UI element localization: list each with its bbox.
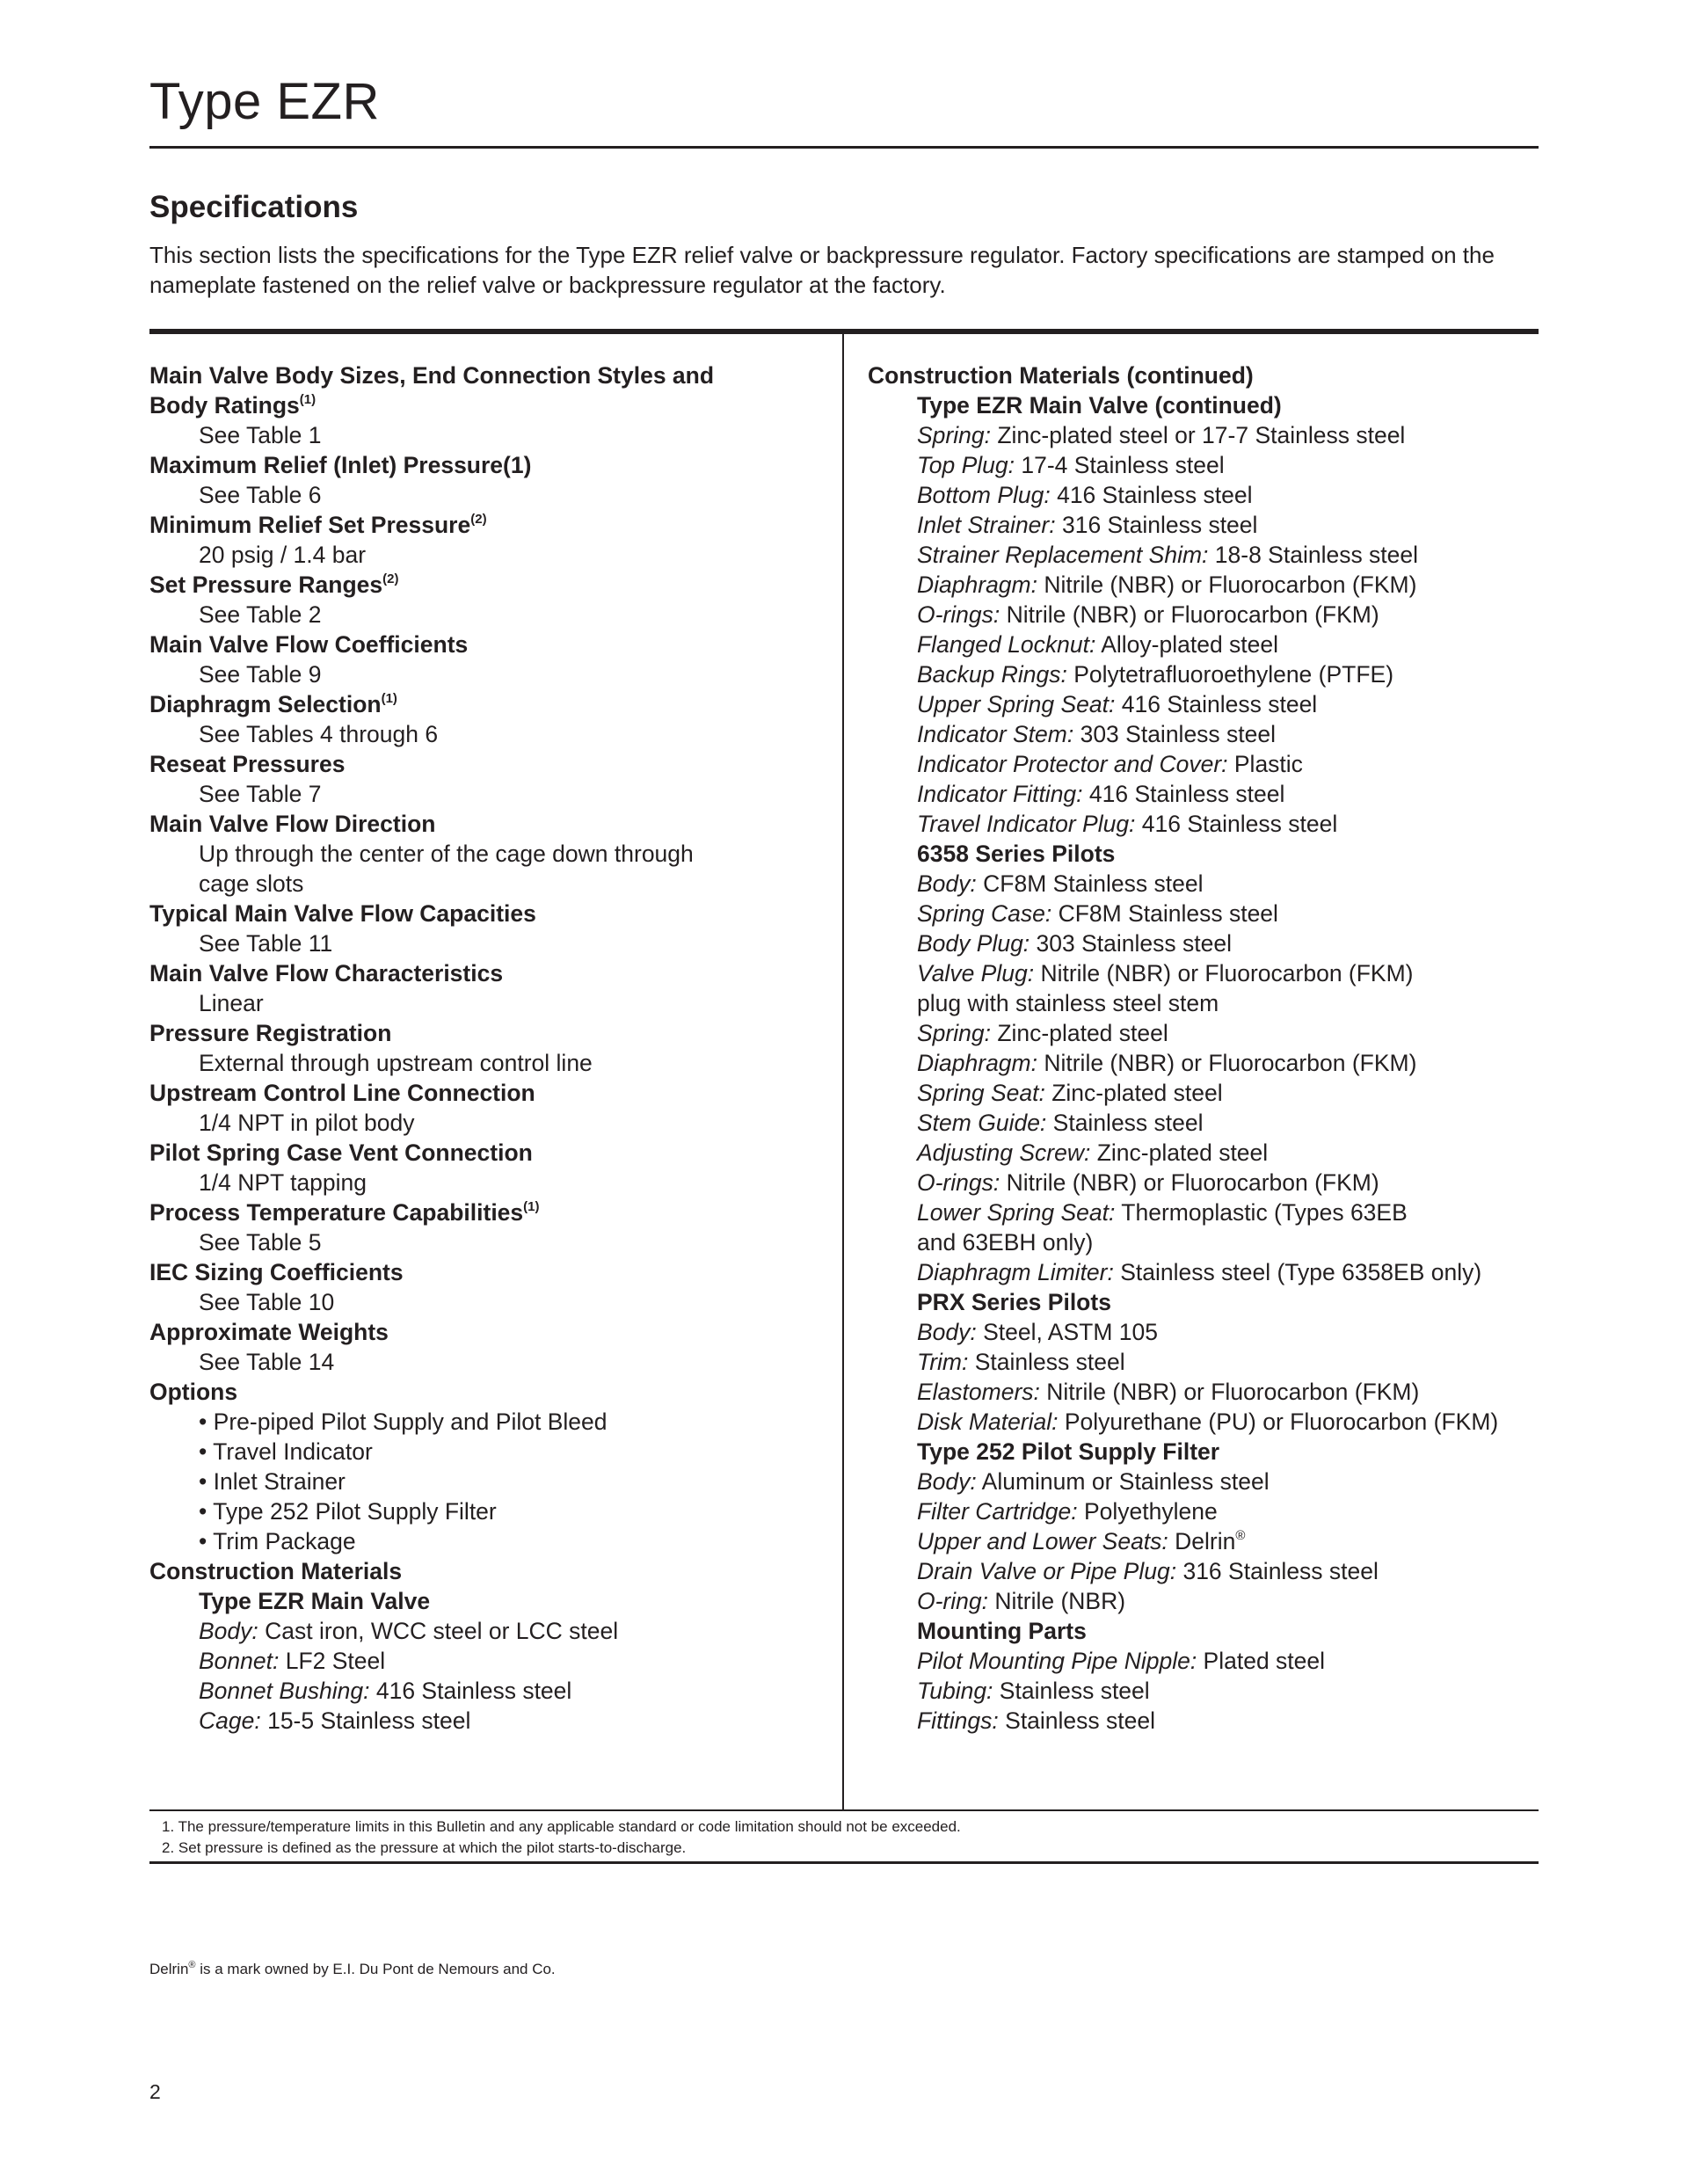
- material-label: Drain Valve or Pipe Plug:: [917, 1558, 1177, 1584]
- line-text: 17-4 Stainless steel: [1015, 452, 1225, 478]
- material-item: [868, 1526, 1545, 1556]
- material-label: Body:: [917, 1468, 977, 1495]
- line-text: 18-8 Stainless steel: [1208, 542, 1419, 568]
- page-title: Type EZR: [149, 73, 380, 130]
- line-text: See Table 5: [199, 1229, 322, 1256]
- line-text: 416 Stainless steel: [369, 1678, 572, 1704]
- material-label: O-ring:: [917, 1588, 988, 1614]
- spec-value: [149, 1108, 835, 1138]
- spec-value: [149, 988, 835, 1018]
- line-text: Linear: [199, 990, 264, 1016]
- line-text: 1/4 NPT in pilot body: [199, 1110, 415, 1136]
- material-label: Body Plug:: [917, 930, 1030, 957]
- spec-heading: [149, 1078, 835, 1108]
- footnote-1: 1. The pressure/temperature limits in this Bulletin and any applicable standard or code limitation should not be exceeded.: [162, 1818, 961, 1835]
- line-text: • Trim Package: [199, 1528, 356, 1554]
- spec-column-left: [149, 360, 835, 1736]
- trademark-note: [149, 1961, 556, 1978]
- material-label: Body:: [917, 1319, 977, 1345]
- line-text: Cast iron, WCC steel or LCC steel: [258, 1618, 619, 1644]
- line-text: and 63EBH only): [917, 1229, 1094, 1256]
- material-item: [868, 450, 1545, 480]
- line-text: cage slots: [199, 870, 304, 897]
- line-text: IEC Sizing Coefficients: [149, 1259, 404, 1285]
- material-item: [868, 749, 1545, 779]
- line-text: Type EZR Main Valve (continued): [917, 392, 1282, 419]
- title-rule: [149, 146, 1539, 149]
- material-item: [149, 1706, 835, 1736]
- material-label: Cage:: [199, 1707, 261, 1734]
- material-item: [868, 1586, 1545, 1616]
- line-text: Nitrile (NBR) or Fluorocarbon (FKM): [1039, 1379, 1420, 1405]
- line-text: See Table 10: [199, 1289, 335, 1315]
- line-text: 416 Stainless steel: [1050, 482, 1253, 508]
- line-text: Construction Materials (continued): [868, 362, 1254, 389]
- spec-value: [149, 540, 835, 570]
- material-item: [868, 540, 1545, 570]
- line-text: Process Temperature Capabilities: [149, 1199, 524, 1226]
- footnotes: [162, 1816, 961, 1859]
- line-text: Zinc-plated steel: [990, 1020, 1168, 1046]
- spec-column-right: [868, 360, 1545, 1736]
- material-label: Strainer Replacement Shim:: [917, 542, 1209, 568]
- material-item: [868, 1018, 1545, 1048]
- spec-heading: [149, 958, 835, 988]
- material-item: [868, 719, 1545, 749]
- line-text: See Table 2: [199, 601, 322, 628]
- line-text: Aluminum or Stainless steel: [976, 1468, 1270, 1495]
- line-text: Approximate Weights: [149, 1319, 389, 1345]
- line-text: Alloy-plated steel: [1095, 631, 1279, 658]
- line-text: PRX Series Pilots: [917, 1289, 1111, 1315]
- line-text: Nitrile (NBR) or Fluorocarbon (FKM): [1000, 1169, 1379, 1196]
- line-text: LF2 Steel: [279, 1648, 386, 1674]
- line-text: Polytetrafluoroethylene (PTFE): [1066, 661, 1394, 688]
- line-text: 416 Stainless steel: [1082, 781, 1285, 807]
- material-item: [868, 510, 1545, 540]
- material-label: Disk Material:: [917, 1409, 1059, 1435]
- line-text: Type EZR Main Valve: [199, 1588, 431, 1614]
- material-label: Spring Seat:: [917, 1080, 1045, 1106]
- line-text: Stainless steel (Type 6358EB only): [1113, 1259, 1482, 1285]
- line-text: 416 Stainless steel: [1135, 811, 1338, 837]
- spec-value: [149, 1467, 835, 1496]
- line-text: Nitrile (NBR) or Fluorocarbon (FKM): [1037, 571, 1417, 598]
- line-text: See Table 7: [199, 781, 322, 807]
- spec-value: [149, 1347, 835, 1377]
- spec-value: [868, 988, 1545, 1018]
- material-item: [868, 928, 1545, 958]
- line-text: Pilot Spring Case Vent Connection: [149, 1139, 533, 1166]
- material-label: Body:: [199, 1618, 258, 1644]
- material-item: [868, 809, 1545, 839]
- line-text: • Type 252 Pilot Supply Filter: [199, 1498, 497, 1525]
- material-label: Pilot Mounting Pipe Nipple:: [917, 1648, 1197, 1674]
- table-top-rule: [149, 329, 1539, 334]
- spec-heading: [149, 1018, 835, 1048]
- line-text: Body Ratings: [149, 392, 300, 419]
- line-text: Mounting Parts: [917, 1618, 1087, 1644]
- spec-heading: [149, 1198, 835, 1227]
- spec-subheading: [868, 1287, 1545, 1317]
- spec-heading: [149, 1377, 835, 1407]
- material-item: [868, 1168, 1545, 1198]
- superscript-note: (1): [523, 1199, 540, 1214]
- material-label: O-rings:: [917, 1169, 1000, 1196]
- material-label: Tubing:: [917, 1678, 993, 1704]
- material-label: Spring:: [917, 1020, 991, 1046]
- line-text: 20 psig / 1.4 bar: [199, 542, 367, 568]
- section-heading: Specifications: [149, 190, 359, 224]
- line-text: Stainless steel: [998, 1707, 1156, 1734]
- material-label: Top Plug:: [917, 452, 1015, 478]
- material-label: Diaphragm:: [917, 1050, 1037, 1076]
- line-text: Pressure Registration: [149, 1020, 392, 1046]
- material-item: [868, 600, 1545, 630]
- spec-heading: [149, 1556, 835, 1586]
- spec-subheading: [868, 1437, 1545, 1467]
- material-label: Body:: [917, 870, 977, 897]
- line-text: Zinc-plated steel: [1044, 1080, 1223, 1106]
- page-number: 2: [149, 2080, 161, 2103]
- material-item: [868, 779, 1545, 809]
- material-label: Bottom Plug:: [917, 482, 1051, 508]
- material-label: Fittings:: [917, 1707, 999, 1734]
- line-text: Nitrile (NBR) or Fluorocarbon (FKM): [1034, 960, 1414, 986]
- material-item: [868, 1676, 1545, 1706]
- line-text: Nitrile (NBR): [988, 1588, 1126, 1614]
- material-label: Flanged Locknut:: [917, 631, 1096, 658]
- spec-subheading: [868, 390, 1545, 420]
- spec-value: [149, 928, 835, 958]
- material-item: [868, 1467, 1545, 1496]
- material-item: [868, 689, 1545, 719]
- spec-value: [149, 779, 835, 809]
- spec-value: [149, 480, 835, 510]
- material-item: [868, 1377, 1545, 1407]
- spec-value: [149, 1496, 835, 1526]
- material-item: [868, 1138, 1545, 1168]
- footnote-rule-top: [149, 1809, 1539, 1811]
- spec-heading: [149, 450, 835, 480]
- line-text: • Inlet Strainer: [199, 1468, 346, 1495]
- material-item: [868, 1108, 1545, 1138]
- material-item: [868, 1496, 1545, 1526]
- line-text: Up through the center of the cage down through: [199, 841, 694, 867]
- line-text: Type 252 Pilot Supply Filter: [917, 1438, 1220, 1465]
- material-item: [868, 1556, 1545, 1586]
- material-label: Bonnet Bushing:: [199, 1678, 370, 1704]
- spec-value: [868, 1227, 1545, 1257]
- superscript-note: (1): [381, 691, 397, 706]
- material-label: Upper Spring Seat:: [917, 691, 1116, 717]
- material-label: Diaphragm Limiter:: [917, 1259, 1114, 1285]
- line-text: 303 Stainless steel: [1030, 930, 1232, 957]
- spec-value: [149, 1227, 835, 1257]
- line-text: See Table 14: [199, 1349, 335, 1375]
- line-text: 15-5 Stainless steel: [260, 1707, 471, 1734]
- material-label: O-rings:: [917, 601, 1000, 628]
- line-text: Typical Main Valve Flow Capacities: [149, 900, 536, 927]
- line-text: Zinc-plated steel or 17-7 Stainless steel: [990, 422, 1406, 448]
- section-intro: This section lists the specifications for the Type EZR relief valve or backpressure regulator. Factory specifications are stamped on the nameplate fastened on the relief valve or backpressure regulator at the factory.: [149, 242, 1495, 298]
- line-text: Nitrile (NBR) or Fluorocarbon (FKM): [1037, 1050, 1417, 1076]
- material-label: Upper and Lower Seats:: [917, 1528, 1168, 1554]
- material-item: [868, 630, 1545, 659]
- column-divider: [842, 334, 844, 1809]
- trademark-name: Delrin: [149, 1961, 189, 1977]
- line-text: See Table 9: [199, 661, 322, 688]
- trademark-text: is a mark owned by E.I. Du Pont de Nemours and Co.: [195, 1961, 556, 1977]
- line-text: Reseat Pressures: [149, 751, 346, 777]
- spec-subheading: [149, 1586, 835, 1616]
- spec-heading: [149, 510, 835, 540]
- line-text: Polyethylene: [1077, 1498, 1218, 1525]
- footnote-rule-bottom: [149, 1861, 1539, 1864]
- material-item: [868, 570, 1545, 600]
- spec-value: [149, 1287, 835, 1317]
- spec-heading: [149, 1138, 835, 1168]
- material-item: [149, 1676, 835, 1706]
- line-text: 6358 Series Pilots: [917, 841, 1116, 867]
- line-text: Upstream Control Line Connection: [149, 1080, 535, 1106]
- spec-subheading: [868, 1616, 1545, 1646]
- line-text: Thermoplastic (Types 63EB: [1115, 1199, 1408, 1226]
- material-item: [868, 1706, 1545, 1736]
- material-label: Elastomers:: [917, 1379, 1040, 1405]
- material-label: Indicator Protector and Cover:: [917, 751, 1228, 777]
- material-item: [868, 1347, 1545, 1377]
- material-label: Adjusting Screw:: [917, 1139, 1091, 1166]
- spec-value: [149, 1048, 835, 1078]
- line-text: 316 Stainless steel: [1176, 1558, 1379, 1584]
- material-item: [149, 1646, 835, 1676]
- line-text: Steel, ASTM 105: [976, 1319, 1158, 1345]
- line-text: Stainless steel: [993, 1678, 1150, 1704]
- material-item: [868, 899, 1545, 928]
- material-item: [868, 1407, 1545, 1437]
- line-text: CF8M Stainless steel: [1051, 900, 1278, 927]
- spec-value: [149, 719, 835, 749]
- line-text: Main Valve Flow Coefficients: [149, 631, 469, 658]
- material-label: Spring:: [917, 422, 991, 448]
- material-label: Valve Plug:: [917, 960, 1035, 986]
- superscript-note: (1): [299, 392, 316, 407]
- material-item: [868, 1646, 1545, 1676]
- spec-heading: [149, 360, 835, 390]
- material-label: Diaphragm:: [917, 571, 1037, 598]
- line-text: Stainless steel: [968, 1349, 1125, 1375]
- material-item: [868, 1048, 1545, 1078]
- spec-subheading: [868, 839, 1545, 869]
- line-text: Options: [149, 1379, 238, 1405]
- spec-heading: [149, 1257, 835, 1287]
- material-item: [868, 420, 1545, 450]
- line-text: See Table 1: [199, 422, 322, 448]
- spec-heading: [149, 899, 835, 928]
- footnote-2: 2. Set pressure is defined as the pressure at which the pilot starts-to-discharge.: [162, 1839, 687, 1856]
- line-text: External through upstream control line: [199, 1050, 593, 1076]
- spec-value: [149, 839, 835, 869]
- spec-value: [149, 600, 835, 630]
- spec-heading: [149, 689, 835, 719]
- spec-heading: [149, 749, 835, 779]
- superscript-note: ®: [1235, 1528, 1246, 1543]
- line-text: Plastic: [1227, 751, 1303, 777]
- material-item: [868, 480, 1545, 510]
- line-text: 316 Stainless steel: [1055, 512, 1258, 538]
- material-label: Filter Cartridge:: [917, 1498, 1078, 1525]
- line-text: Set Pressure Ranges: [149, 571, 383, 598]
- superscript-note: (2): [382, 571, 399, 586]
- material-item: [868, 659, 1545, 689]
- material-item: [868, 869, 1545, 899]
- line-text: Plated steel: [1197, 1648, 1326, 1674]
- material-label: Indicator Fitting:: [917, 781, 1083, 807]
- material-label: Backup Rings:: [917, 661, 1067, 688]
- material-label: Bonnet:: [199, 1648, 280, 1674]
- material-item: [868, 1198, 1545, 1227]
- line-text: See Tables 4 through 6: [199, 721, 439, 747]
- material-item: [868, 1257, 1545, 1287]
- line-text: See Table 11: [199, 930, 333, 957]
- spec-heading: [149, 390, 835, 420]
- line-text: CF8M Stainless steel: [976, 870, 1204, 897]
- line-text: 416 Stainless steel: [1115, 691, 1318, 717]
- line-text: See Table 6: [199, 482, 322, 508]
- line-text: plug with stainless steel stem: [917, 990, 1219, 1016]
- line-text: Zinc-plated steel: [1090, 1139, 1269, 1166]
- material-label: Indicator Stem:: [917, 721, 1074, 747]
- spec-value: [149, 1168, 835, 1198]
- material-label: Trim:: [917, 1349, 969, 1375]
- material-label: Stem Guide:: [917, 1110, 1047, 1136]
- registered-mark: ®: [188, 1960, 196, 1970]
- spec-heading: [149, 570, 835, 600]
- material-item: [149, 1616, 835, 1646]
- line-text: Stainless steel: [1046, 1110, 1204, 1136]
- material-item: [868, 1078, 1545, 1108]
- material-item: [868, 958, 1545, 988]
- material-label: Inlet Strainer:: [917, 512, 1056, 538]
- material-label: Spring Case:: [917, 900, 1052, 927]
- line-text: Main Valve Flow Direction: [149, 811, 436, 837]
- spec-value: [149, 420, 835, 450]
- line-text: 1/4 NPT tapping: [199, 1169, 367, 1196]
- spec-heading: [149, 630, 835, 659]
- line-text: Minimum Relief Set Pressure: [149, 512, 471, 538]
- line-text: • Travel Indicator: [199, 1438, 373, 1465]
- material-label: Travel Indicator Plug:: [917, 811, 1136, 837]
- line-text: 303 Stainless steel: [1073, 721, 1277, 747]
- line-text: Diaphragm Selection: [149, 691, 382, 717]
- line-text: Construction Materials: [149, 1558, 403, 1584]
- material-item: [868, 1317, 1545, 1347]
- spec-value: [149, 869, 835, 899]
- line-text: Main Valve Body Sizes, End Connection Styles and: [149, 362, 715, 389]
- spec-value: [149, 659, 835, 689]
- line-text: Nitrile (NBR) or Fluorocarbon (FKM): [1000, 601, 1379, 628]
- spec-value: [149, 1526, 835, 1556]
- spec-value: [149, 1437, 835, 1467]
- material-label: Lower Spring Seat:: [917, 1199, 1116, 1226]
- spec-heading: [149, 1317, 835, 1347]
- line-text: Main Valve Flow Characteristics: [149, 960, 504, 986]
- line-text: Polyurethane (PU) or Fluorocarbon (FKM): [1058, 1409, 1499, 1435]
- line-text: • Pre-piped Pilot Supply and Pilot Bleed: [199, 1409, 608, 1435]
- spec-heading: [149, 809, 835, 839]
- spec-value: [149, 1407, 835, 1437]
- superscript-note: (2): [470, 512, 487, 527]
- spec-heading: [868, 360, 1545, 390]
- line-text: Delrin: [1168, 1528, 1236, 1554]
- line-text: Maximum Relief (Inlet) Pressure(1): [149, 452, 532, 478]
